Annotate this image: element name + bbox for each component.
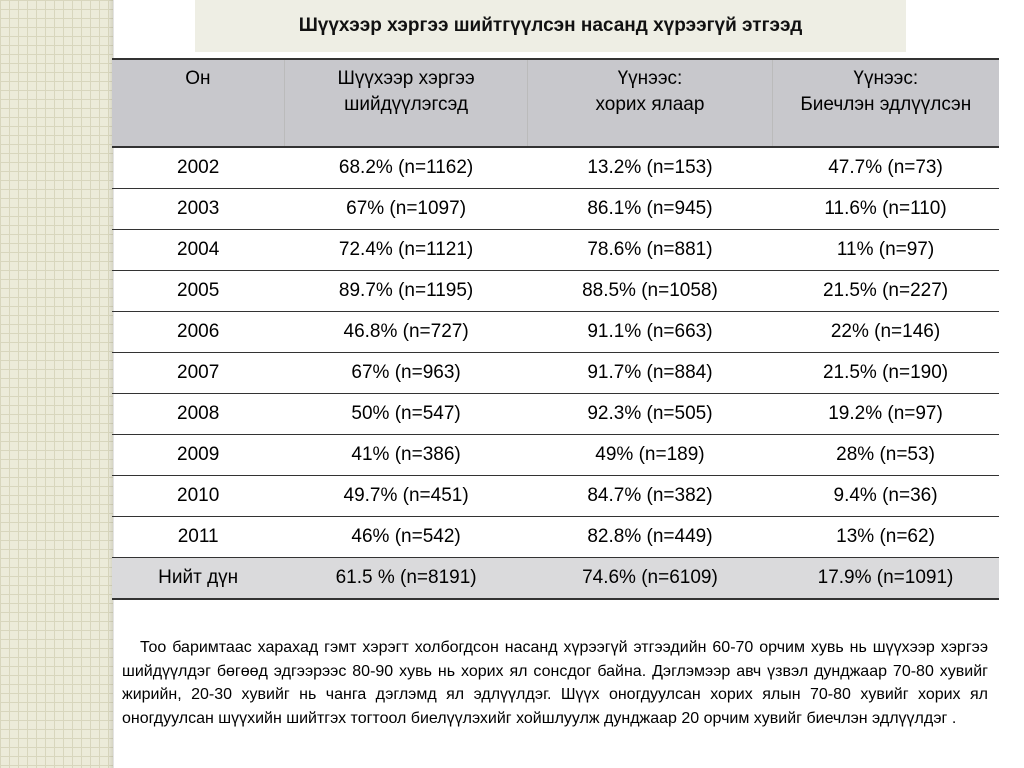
cell-tried: 67% (n=1097) [284, 189, 528, 230]
table-row [112, 353, 999, 394]
cell-total-label: Нийт дүн [112, 558, 284, 600]
column-header-prison [528, 59, 772, 147]
cell-served: 13% (n=62) [772, 517, 999, 558]
column-header-year [112, 59, 284, 147]
table-row [112, 147, 999, 189]
cell-tried: 89.7% (n=1195) [284, 271, 528, 312]
cell-served: 11.6% (n=110) [772, 189, 999, 230]
cell-total-tried: 61.5 % (n=8191) [284, 558, 528, 600]
column-header-line: Биечлэн эдлүүлсэн [800, 94, 972, 115]
cell-year: 2002 [112, 147, 284, 189]
cell-prison: 91.7% (n=884) [528, 353, 772, 394]
cell-tried: 68.2% (n=1162) [284, 147, 528, 189]
table-row [112, 517, 999, 558]
explanatory-note: Тоо баримтаас харахад гэмт хэрэгт холбогдсон насанд хүрээгүй этгээдийн 60-70 орчим хувь нь шүүхээр хэргээ шийдүүлдэг бөгөөд эдгээрээс 80-90 хувь нь хорих ял сонсдог байна. Дэглэмээр авч үзвэл дунджаар 70-80 хувийг жирийн, 20-30 хувийг нь чанга дэглэмд ял эдлүүлдэг. Шүүх оногдуулсан хорих ялын 70-80 хувийг хорих ял оногдуулсан шүүхийн шийтгэх тогтоол биелүүлэхийг хойшлуулж дунджаар 20 орчим хувийг биечлэн эдлүүлдэг . [122, 639, 988, 727]
cell-tried: 46% (n=542) [284, 517, 528, 558]
cell-tried: 41% (n=386) [284, 435, 528, 476]
column-header-line: Он [185, 68, 211, 89]
cell-year: 2008 [112, 394, 284, 435]
cell-tried: 50% (n=547) [284, 394, 528, 435]
cell-year: 2005 [112, 271, 284, 312]
cell-year: 2003 [112, 189, 284, 230]
cell-year: 2007 [112, 353, 284, 394]
cell-year: 2011 [112, 517, 284, 558]
table-row [112, 271, 999, 312]
cell-prison: 49% (n=189) [528, 435, 772, 476]
cell-served: 19.2% (n=97) [772, 394, 999, 435]
column-header-tried [284, 59, 528, 147]
cell-prison: 86.1% (n=945) [528, 189, 772, 230]
cell-year: 2006 [112, 312, 284, 353]
cell-year: 2004 [112, 230, 284, 271]
cell-prison: 82.8% (n=449) [528, 517, 772, 558]
column-header-line: Үүнээс: [617, 68, 683, 89]
cell-prison: 13.2% (n=153) [528, 147, 772, 189]
cell-served: 21.5% (n=227) [772, 271, 999, 312]
cell-year: 2010 [112, 476, 284, 517]
table-row [112, 435, 999, 476]
table-header-row [112, 59, 999, 147]
table-row [112, 189, 999, 230]
column-header-line: хорих ялаар [595, 94, 705, 115]
cell-served: 22% (n=146) [772, 312, 999, 353]
decorative-side-pattern [0, 0, 113, 768]
table-row [112, 476, 999, 517]
column-header-line: Шүүхээр хэргээ [337, 68, 475, 89]
cell-prison: 91.1% (n=663) [528, 312, 772, 353]
column-header-line: шийдүүлэгсэд [344, 94, 469, 115]
column-header-line: Үүнээс: [853, 68, 919, 89]
cell-total-served: 17.9% (n=1091) [772, 558, 999, 600]
cell-tried: 46.8% (n=727) [284, 312, 528, 353]
cell-prison: 84.7% (n=382) [528, 476, 772, 517]
cell-served: 47.7% (n=73) [772, 147, 999, 189]
table-total-row [112, 558, 999, 600]
table-row [112, 312, 999, 353]
cell-tried: 67% (n=963) [284, 353, 528, 394]
statistics-table [112, 58, 999, 600]
cell-total-prison: 74.6% (n=6109) [528, 558, 772, 600]
cell-served: 11% (n=97) [772, 230, 999, 271]
column-header-served [772, 59, 999, 147]
table-row [112, 394, 999, 435]
cell-served: 9.4% (n=36) [772, 476, 999, 517]
cell-served: 21.5% (n=190) [772, 353, 999, 394]
cell-prison: 92.3% (n=505) [528, 394, 772, 435]
cell-served: 28% (n=53) [772, 435, 999, 476]
page-title: Шүүхээр хэргээ шийтгүүлсэн насанд хүрээгүй этгээд [195, 0, 906, 52]
cell-prison: 78.6% (n=881) [528, 230, 772, 271]
cell-tried: 49.7% (n=451) [284, 476, 528, 517]
table-row [112, 230, 999, 271]
cell-tried: 72.4% (n=1121) [284, 230, 528, 271]
cell-year: 2009 [112, 435, 284, 476]
cell-prison: 88.5% (n=1058) [528, 271, 772, 312]
